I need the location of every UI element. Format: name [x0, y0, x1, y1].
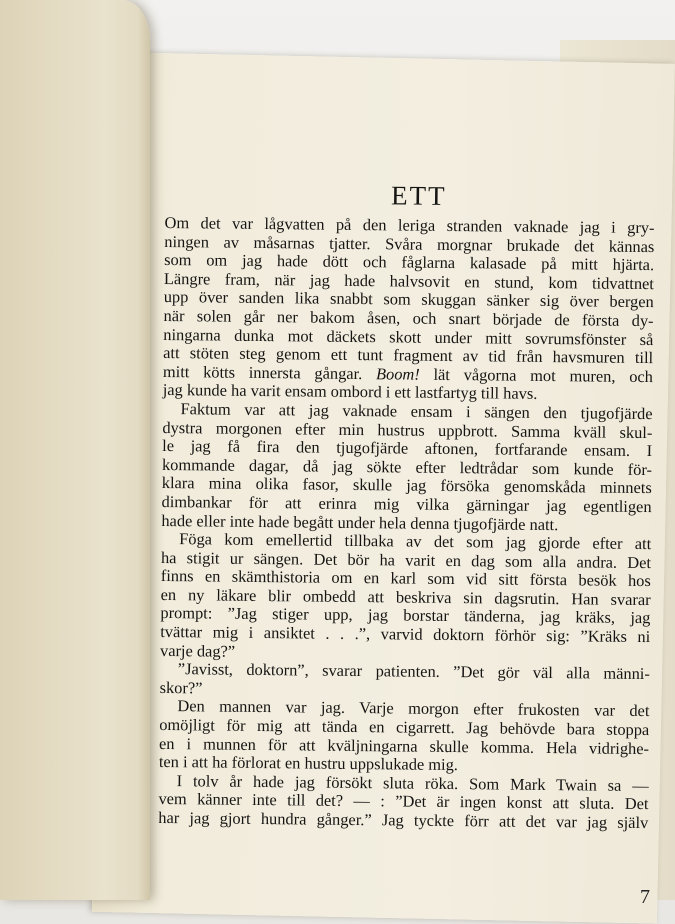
paragraph-6: [158, 772, 649, 833]
text-line: när solen går ner bakom åsen, och snart började de första dy-: [163, 305, 654, 331]
text-line: kommande dagar, då jag sökte efter ledtrådar som kunde för-: [161, 454, 653, 479]
text-line: skor?”: [159, 677, 203, 698]
text-line: upp över sanden lika snabbt som skuggan sänker sig över bergen: [163, 287, 654, 312]
text-line: prompt: ”Jag stiger upp, jag borstar tänderna, jag kräks, jag: [160, 603, 651, 628]
paragraph-5: [159, 697, 650, 777]
text-line: omöjligt för mig att tända en cigarrett. Jag behövde bara stoppa: [159, 715, 650, 740]
book-page-left: [0, 0, 150, 900]
text-segment: lät vågorna mot muren, och: [433, 364, 654, 386]
text-line: dystra morgonen efter min hustrus uppbrott. Samma kväll skul-: [162, 417, 653, 442]
text-line: Faktum var att jag vaknade ensam i sängen den tjugofjärde: [180, 399, 653, 424]
chapter-title: ETT: [390, 180, 447, 211]
text-line: vem känner inte till det? — : ”Det är ingen konst att sluta. Det: [158, 789, 649, 814]
paragraph-2: [161, 400, 652, 535]
text-line: en i munnen för att kväljningarna skulle komma. Hela vidrighe-: [158, 733, 650, 758]
text-line: ha stigit ur sängen. Det bör ha varit en dag som alla andra. Det: [160, 547, 652, 572]
text-line: Den mannen var jag. Varje morgon efter frukosten var det: [177, 696, 650, 721]
text-line: finns en skämthistoria om en karl som vid sitt första besök hos: [160, 566, 651, 591]
text-line: Längre fram, när jag hade halvsovit en stund, kom tidvattnet: [163, 268, 655, 293]
paragraph-1: [163, 214, 655, 405]
page-text: [158, 178, 655, 833]
text-line: Föga kom emellertid tillbaka av det som jag gjorde efter att: [179, 529, 652, 554]
text-line: har jag gjort hundra gånger.” Jag tyckte förr att det var jag själv: [158, 807, 649, 833]
text-line: ningen av måsarnas tjatter. Svåra morgnar brukade det kännas: [164, 231, 655, 256]
text-line: I tolv år hade jag försökt sluta röka. Som Mark Twain sa —: [176, 770, 649, 795]
text-line: tvättar mig i ansiktet . . .”, varvid doktorn förhör sig: ”Kräks ni: [160, 622, 651, 647]
text-line: ten i att ha förlorat en hustru uppslukade mig.: [158, 752, 459, 775]
text-line: en ny läkare blir ombedd att beskriva sin dagsrutin. Han svarar: [160, 584, 651, 609]
page-number: 7: [640, 886, 650, 908]
text-line: dimbankar för att erinra mig vilka gärningar jag egentligen: [161, 491, 652, 517]
text-line: klara mina olika fasor, skulle jag försöka genomskåda minnets: [161, 473, 652, 498]
text-line: Om det var lågvatten på den leriga stranden vaknade jag i gry-: [164, 212, 655, 238]
text-line: ”Javisst, doktorn”, svarar patienten. ”Det gör väl alla männi-: [177, 659, 650, 684]
text-line: att stöten steg genom ett tunt fragment av tid från havsmuren till: [163, 343, 654, 368]
text-segment: mitt kötts innersta gångar.: [162, 361, 363, 383]
text-line: le jag få fira den tjugofjärde aftonen, fortfarande ensam. I: [162, 436, 653, 461]
paragraph-3: [160, 530, 651, 665]
text-line: som om jag hade dött och fåglarna kalasade på mitt hjärta.: [164, 250, 655, 275]
text-line: varje dag?”: [159, 640, 236, 661]
text-line: hade eller inte hade begått under hela denna tjugofjärde natt.: [161, 510, 559, 534]
text-line: jag kunde ha varit ensam ombord i ett lastfartyg till havs.: [162, 380, 538, 404]
boom-word: Boom!: [375, 363, 420, 384]
text-line: ningarna dunka mot däckets skott under mitt sovrumsfönster så: [163, 324, 654, 349]
